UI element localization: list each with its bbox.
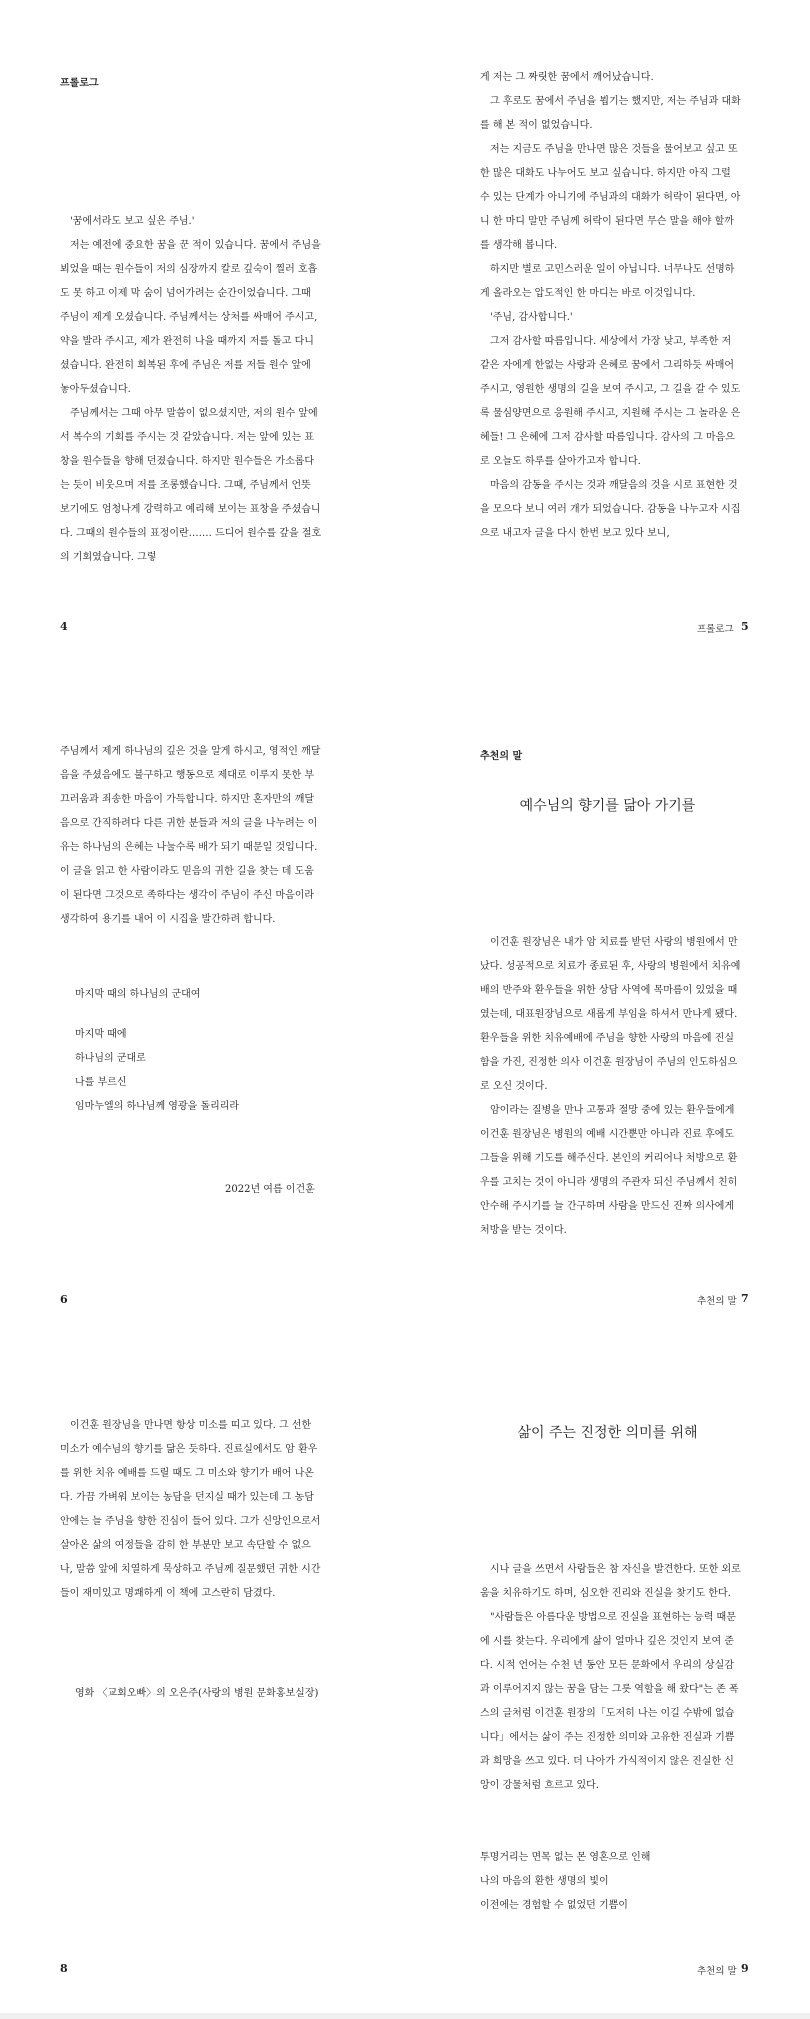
paragraph: 그저 감사할 따름입니다. 세상에서 가장 낮고, 부족한 저 같은 자에게 한없는 사랑과 은혜로 꿈에서 그리하듯 싸매어 주시고, 영원한 생명의 길을 보여 주시고, 그 길을 갈 수 있도록 물심양면으로 응원해 주시고, 지원해 주시는 그 놀라운 은혜들! 그 은혜에 그저 감사할 따름입니다. 감사의 그 마음으로 오늘도 하루를 살아가고자 합니다.	[480, 336, 741, 467]
paragraph: "사람들은 아름다운 방법으로 진실을 표현하는 능력 때문에 시를 찾는다. 우리에게 삶이 얼마나 깊은 것인지 보여 준다. 시적 언어는 수천 년 동안 모든 문화에서 우리의 상실감과 이루어지지 않는 꿈을 담는 그릇 역할을 해 왔다"는 존 폭스의 글처럼 이건훈 원장의「도저히 나는 이길 수밖에 없습니다」에서는 삶이 주는 진정한 의미와 고유한 진실과 기쁨과 희망을 쓰고 있다. 더 나아가 가식적이지 않은 진실한 신앙이 강물처럼 흐르고 있다.	[480, 1612, 739, 1791]
poem-title: 마지막 때의 하나님의 군대여	[75, 989, 201, 1000]
credit-line: 영화 〈교회오빠〉의 오은주(사랑의 병원 문화홍보실장)	[75, 1688, 319, 1699]
footer-section-label: 추천의 말	[697, 1296, 737, 1307]
poem-line: 투명거리는 면목 없는 몬 영혼으로 인해	[480, 1852, 651, 1863]
paragraph: 주님께서 제게 하나님의 깊은 것을 알게 하시고, 영적인 깨달음을 주셨음에도 불구하고 행동으로 제대로 이루지 못한 부끄러움과 죄송한 마음이 가득합니다. 하지만 혼자만의 깨달음으로 간직하려다 다른 귀한 분들과 저의 글을 나누려는 이유는 하나님의 은혜는 나눌수록 배가 되기 때문일 것입니다. 이 글을 읽고 한 사람이라도 믿음의 귀한 길을 찾는 데 도움이 된다면 그것으로 족하다는 생각이 주님이 주신 마음이라 생각하여 용기를 내어 이 시집을 발간하려 합니다.	[60, 746, 321, 925]
paragraph: '주님, 감사합니다.'	[490, 312, 573, 323]
section-title: 삶이 주는 진정한 의미를 위해	[517, 1425, 698, 1441]
page-number: 6	[60, 1293, 68, 1306]
poem-line: 하나님의 군대로	[75, 1053, 146, 1064]
page-9	[405, 1346, 810, 2019]
poem-excerpt	[480, 1846, 742, 1918]
footer-section-label: 추천의 말	[697, 1966, 737, 1977]
body-text	[480, 1558, 742, 1798]
section-label: 추천의 말	[480, 751, 523, 762]
poem-line: 마지막 때에	[75, 1029, 127, 1040]
page-8	[0, 1346, 405, 2019]
page-number: 8	[60, 1962, 68, 1975]
paragraph: 저는 지금도 주님을 만나면 많은 것들을 물어보고 싶고 또한 많은 대화도 나누어도 보고 싶습니다. 하지만 아직 그럴 수 있는 단계가 아니기에 주님과의 대화가 허락이 된다면, 아니 한 마디 말만 주님께 허락이 된다면 무슨 말을 해야 할까를 생각해 봅니다.	[480, 144, 741, 251]
poem-line: 임마누엘의 하나님께 영광을 돌리리라	[75, 1101, 240, 1112]
paragraph: 이건훈 원장님은 내가 암 치료를 받던 사랑의 병원에서 만났다. 성공적으로 치료가 종료된 후, 사랑의 병원에서 치유예배의 반주와 환우들을 위한 상담 사역에 목마름이 있었을 때였는데, 대표원장님으로 새롭게 부임을 하셔서 만나게 됐다. 환우들을 위한 치유예배에 주님을 향한 사랑의 마음에 진실함을 가진, 진정한 의사 이건훈 원장님이 주님의 인도하심으로 오신 것이다.	[480, 937, 741, 1092]
body-text	[480, 931, 742, 1243]
page-number: 9	[741, 1962, 749, 1975]
paragraph: 저는 예전에 중요한 꿈을 꾼 적이 있습니다. 꿈에서 주님을 뵈었을 때는 원수들이 저의 심장까지 칼로 깊숙이 찔러 호흡도 못 하고 이제 막 숨이 넘어가려는 순간이었습니다. 그때 주님이 제게 오셨습니다. 주님께서는 상처를 싸매어 주시고, 약을 발라 주시고, 제가 완전히 나을 때까지 저를 돌고 다니셨습니다. 완전히 회복된 후에 주님은 저를 저들 원수 앞에 놓아두셨습니다.	[60, 240, 321, 395]
body-text	[480, 66, 742, 546]
signature: 2022년 여름 이건훈	[225, 1184, 315, 1195]
paragraph: 이건훈 원장님을 만나면 항상 미소를 띠고 있다. 그 선한 미소가 예수님의 향기를 닮은 듯하다. 진료실에서도 암 환우를 위한 치유 예배를 드릴 때도 그 미소와 향기가 배어 나온다. 가끔 가벼워 보이는 농담을 던지실 때가 있는데 그 농담 안에는 늘 주님을 향한 진심이 들어 있다. 그가 신앙인으로서 살아온 삶의 여정들을 감히 한 부분만 보고 속단할 수 없으나, 말씀 앞에 치열하게 묵상하고 주님께 질문했던 귀한 시간들이 재미있고 명쾌하게 이 책에 고스란히 담겼다.	[60, 1420, 321, 1599]
page-6	[0, 673, 405, 1346]
footer-section-label: 프롤로그	[697, 624, 734, 635]
page-5	[405, 0, 810, 673]
paragraph: 그 후로도 꿈에서 주님을 뵙기는 했지만, 저는 주님과 대화를 해 본 적이 없었습니다.	[480, 96, 741, 131]
poem-line: 이전에는 경험할 수 없었던 기쁨이	[480, 1900, 628, 1911]
running-head: 프롤로그	[60, 78, 99, 89]
paragraph: 시나 글을 쓰면서 사람들은 참 자신을 발견한다. 또한 외로움을 치유하기도 하며, 심오한 진리와 진실을 찾기도 한다.	[480, 1564, 741, 1599]
paragraph: 마음의 감동을 주시는 것과 깨달음의 것을 시로 표현한 것을 모으다 보니 여러 개가 되었습니다. 감동을 나누고자 시집으로 내고자 글을 다시 한번 보고 있다 보니,	[480, 480, 741, 539]
paragraph: '꿈에서라도 보고 싶은 주님.'	[70, 216, 195, 227]
page-number: 4	[60, 620, 68, 633]
page-7	[405, 673, 810, 1346]
section-title: 예수님의 향기를 닮아 가기를	[519, 798, 696, 814]
body-text	[60, 740, 322, 932]
page-number: 5	[741, 620, 749, 633]
bottom-edge	[0, 2013, 810, 2019]
paragraph: 하지만 별로 고민스러운 일이 아닙니다. 너무나도 선명하게 올라오는 압도적인 한 마디는 바로 이것입니다.	[480, 264, 735, 299]
paragraph: 게 저는 그 짜릿한 꿈에서 깨어났습니다.	[480, 72, 654, 83]
page-4	[0, 0, 405, 673]
poem-line: 나의 마음의 환한 생명의 빛이	[480, 1876, 609, 1887]
page-number: 7	[741, 1292, 749, 1305]
paragraph: 주님께서는 그때 아무 말씀이 없으셨지만, 저의 원수 앞에서 복수의 기회를 주시는 것 같았습니다. 저는 앞에 있는 표창을 원수들을 향해 던졌습니다. 하지만 원수들은 가소롭다는 듯이 비웃으며 저를 조롱했습니다. 그때, 주님께서 언뜻 보기에도 엄청나게 강력하고 예리해 보이는 표창을 주셨습니다. 그때의 원수들의 표정이란……. 드디어 원수를 갚을 절호의 기회였습니다. 그렇	[60, 408, 322, 563]
body-text	[60, 1414, 322, 1606]
body-text	[60, 210, 322, 570]
paragraph: 암이라는 질병을 만나 고통과 절망 중에 있는 환우들에게 이건훈 원장님은 병원의 예배 시간뿐만 아니라 진료 후에도 그들을 위해 기도를 해주신다. 본인의 커리어나 처방으로 환우를 고치는 것이 아니라 생명의 주관자 되신 주님께서 친히 안수해 주시기를 늘 간구하며 사람을 만드신 진짜 의사에게 처방을 받는 것이다.	[480, 1105, 738, 1236]
poem-line: 나를 부르신	[75, 1077, 127, 1088]
poem-excerpt	[75, 983, 337, 1119]
